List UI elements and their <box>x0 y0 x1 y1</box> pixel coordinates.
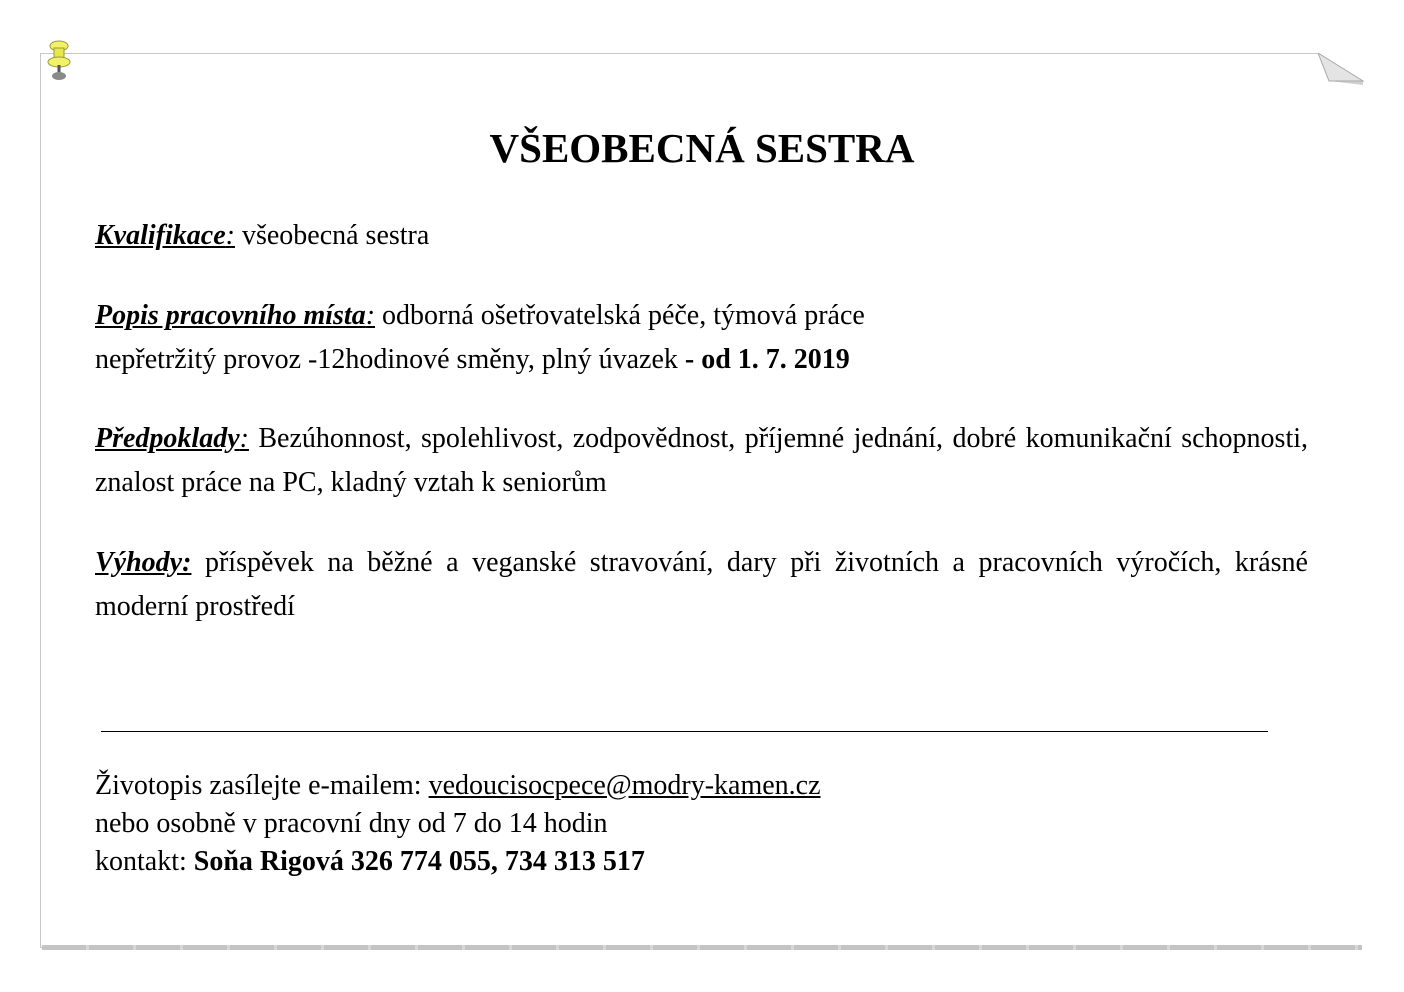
qualification-section <box>95 214 1308 258</box>
requirements-heading: Předpoklady <box>95 423 240 454</box>
cv-instruction: Životopis zasílejte e-mailem: <box>95 770 429 801</box>
requirements-text: Bezúhonnost, spolehlivost, zodpovědnost, příjemné jednání, dobré komunikační schopnosti, znalost práce na PC, kladný vztah k seniorům <box>95 423 1308 498</box>
divider <box>101 731 1268 732</box>
benefits-text: příspěvek na běžné a veganské stravování, dary při životních a pracovních výročích, krásné moderní prostředí <box>95 547 1308 622</box>
job-description-section <box>95 294 1308 382</box>
qualification-heading: Kvalifikace <box>95 220 226 251</box>
job-description-text: odborná ošetřovatelská péče, týmová práce <box>375 300 865 331</box>
job-description-colon: : <box>365 300 376 331</box>
qualification-text: všeobecná sestra <box>234 220 430 251</box>
job-description-heading: Popis pracovního místa <box>95 300 366 331</box>
contact-person: Soňa Rigová 326 774 055, 734 313 517 <box>193 846 645 877</box>
requirements-section <box>95 417 1308 505</box>
qualification-colon: : <box>225 220 235 251</box>
contact-section <box>95 767 1308 881</box>
email-link[interactable]: vedoucisocpece@modry-kamen.cz <box>428 770 821 801</box>
page-title: VŠEOBECNÁ SESTRA <box>489 125 915 171</box>
page-curl-icon <box>1315 53 1365 85</box>
pushpin-icon <box>44 40 74 82</box>
contact-label: kontakt: <box>95 846 194 877</box>
benefits-heading: Výhody: <box>95 547 192 578</box>
sheet-shadow <box>42 945 1362 950</box>
start-date: - od 1. 7. 2019 <box>684 344 850 375</box>
shift-text: nepřetržitý provoz -12hodinové směny, plný úvazek <box>95 344 685 375</box>
in-person-text: nebo osobně v pracovní dny od 7 do 14 hodin <box>95 808 608 839</box>
requirements-colon: : <box>239 423 249 454</box>
benefits-section <box>95 541 1308 629</box>
